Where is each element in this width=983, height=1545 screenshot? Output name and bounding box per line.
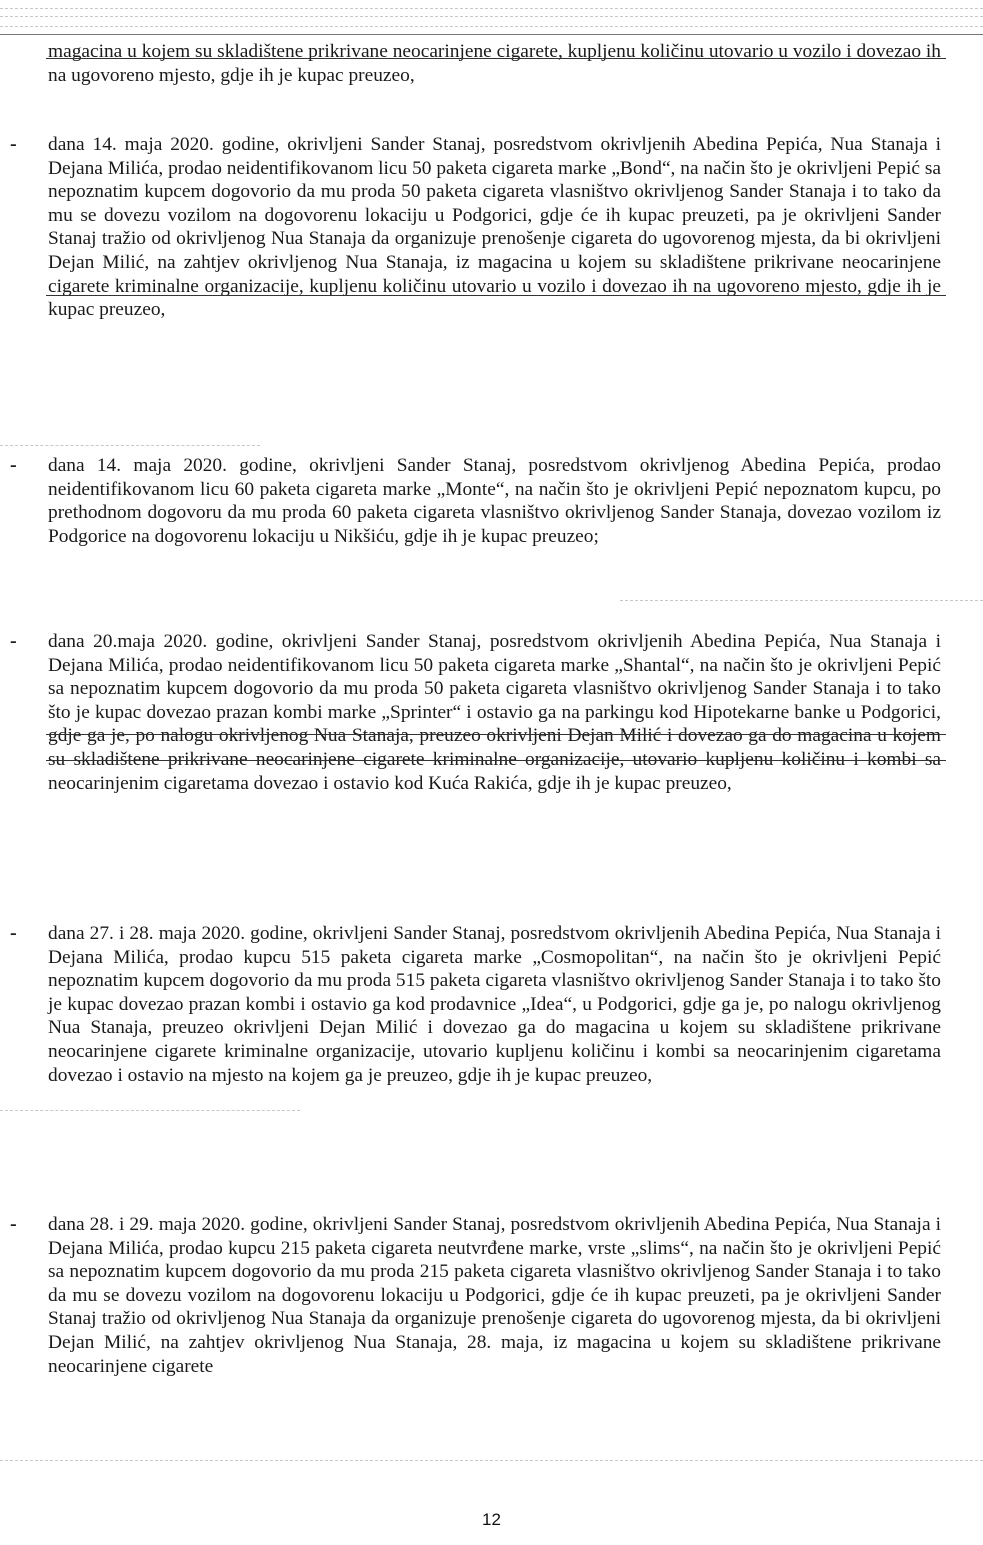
scan-line-artifact: [46, 295, 946, 296]
list-bullet: -: [10, 922, 17, 944]
scan-noise: [0, 1110, 300, 1111]
scan-line-artifact: [46, 734, 946, 735]
continuation-paragraph: magacina u kojem su skladištene prikrivane neocarinjene cigarete, kupljenu količinu utovario u vozilo i dovezao ih na ugovoreno mjesto, gdje ih je kupac preuzeo,: [48, 41, 941, 86]
list-bullet: -: [10, 1213, 17, 1235]
list-item-text: dana 28. i 29. maja 2020. godine, okrivljeni Sander Stanaj, posredstvom okrivljenih Abedina Pepića, Nua Stanaja i Dejana Milića, prodao kupcu 215 paketa cigareta neutvrđene marke, vrste „slims“, na način što je okrivljeni Pepić sa nepoznatim kupcem dogovorio da mu proda 215 paketa cigareta vlasništvo okrivljenog Sander Stanaja i to tako da mu se dovezu vozilom na dogovorenu lokaciju u Podgorici, gdje će ih kupac preuzeti, pa je okrivljeni Sander Stanaj tražio od okrivljenog Nua Stanaja da organizuje prenošenje cigareta do ugovorenog mjesta, da bi okrivljeni Dejan Milić, na zahtjev okrivljenog Nua Stanaja, 28. maja, iz magacina u kojem su skladištene prikrivane neocarinjene cigarete: [48, 1214, 941, 1377]
scan-rule: [0, 34, 983, 35]
scan-noise: [0, 445, 260, 446]
scan-line-artifact: [46, 760, 946, 761]
list-item-text: dana 27. i 28. maja 2020. godine, okrivljeni Sander Stanaj, posredstvom okrivljenih Abedina Pepića, Nua Stanaja i Dejana Milića, prodao kupcu 515 paketa cigareta marke „Cosmopolitan“, na način što je okrivljeni Pepić nepoznatim kupcem dogovorio da mu proda 515 paketa cigareta vlasništvo okrivljenog Sander Stanaja i to tako što je kupac dovezao prazan kombi i ostavio ga kod prodavnice „Idea“, u Podgorici, gdje ga je, po nalogu okrivljenog Nua Stanaja, preuzeo okrivljeni Dejan Milić i dovezao ga do magacina u kojem su skladištene prikrivane neocarinjene cigarete kriminalne organizacije, utovario kupljenu količinu i kombi sa neocarinjenim cigaretama dovezao i ostavio na mjesto na kojem ga je preuzeo, gdje ih je kupac preuzeo,: [48, 923, 941, 1086]
scan-noise: [620, 600, 983, 601]
list-bullet: -: [10, 630, 17, 652]
scan-noise: [0, 26, 983, 27]
list-item-text: dana 14. maja 2020. godine, okrivljeni Sander Stanaj, posredstvom okrivljenog Abedina Pepića, prodao neidentifikovanom licu 60 paketa cigareta marke „Monte“, na način što je okrivljeni Pepić nepoznatom kupcu, po prethodnom dogovoru da mu proda 60 paketa cigareta vlasništvo okrivljenog Sander Stanaja, dovezao vozilom iz Podgorice na dogovorenu lokaciju u Nikšiću, gdje ih je kupac preuzeo;: [48, 455, 941, 547]
scan-noise: [0, 1460, 983, 1461]
list-item-text: dana 20.maja 2020. godine, okrivljeni Sander Stanaj, posredstvom okrivljenih Abedina Pepića, Nua Stanaja i Dejana Milića, prodao neidentifikovanom licu 50 paketa cigareta marke „Shantal“, na način što je okrivljeni Pepić sa nepoznatim kupcem dogovorio da mu proda 50 paketa cigareta vlasništvo okrivljenog Sander Stanaja i to tako što je kupac dovezao prazan kombi marke „Sprinter“ i ostavio ga na parkingu kod Hipotekarne banke u Podgorici, gdje ga je, po nalogu okrivljenog Nua Stanaja, preuzeo okrivljeni Dejan Milić i dovezao ga do magacina u kojem su skladištene prikrivane neocarinjene cigarete kriminalne organizacije, utovario kupljenu količinu i kombi sa neocarinjenim cigaretama dovezao i ostavio kod Kuća Rakića, gdje ih je kupac preuzeo,: [48, 631, 941, 794]
list-bullet: -: [10, 133, 17, 155]
list-item-text: dana 14. maja 2020. godine, okrivljeni Sander Stanaj, posredstvom okrivljenih Abedina Pepića, Nua Stanaja i Dejana Milića, prodao neidentifikovanom licu 50 paketa cigareta marke „Bond“, na način što je okrivljeni Pepić sa nepoznatim kupcem dogovorio da mu proda 50 paketa cigareta vlasništvo okrivljenog Sander Stanaja i to tako da mu se dovezu vozilom na dogovorenu lokaciju u Podgorici, gdje će ih kupac preuzeti, pa je okrivljeni Sander Stanaj tražio od okrivljenog Nua Stanaja da organizuje prenošenje cigareta do ugovorenog mjesta, da bi okrivljeni Dejan Milić, na zahtjev okrivljenog Nua Stanaja, iz magacina u kojem su skladištene prikrivane neocarinjene cigarete kriminalne organizacije, kupljenu količinu utovario u vozilo i dovezao ih na ugovoreno mjesto, gdje ih je kupac preuzeo,: [48, 134, 941, 321]
scan-noise: [0, 16, 983, 17]
list-bullet: -: [10, 454, 17, 476]
page-number: 12: [482, 1510, 501, 1529]
scan-noise: [0, 8, 983, 9]
scan-line-artifact: [46, 58, 946, 59]
